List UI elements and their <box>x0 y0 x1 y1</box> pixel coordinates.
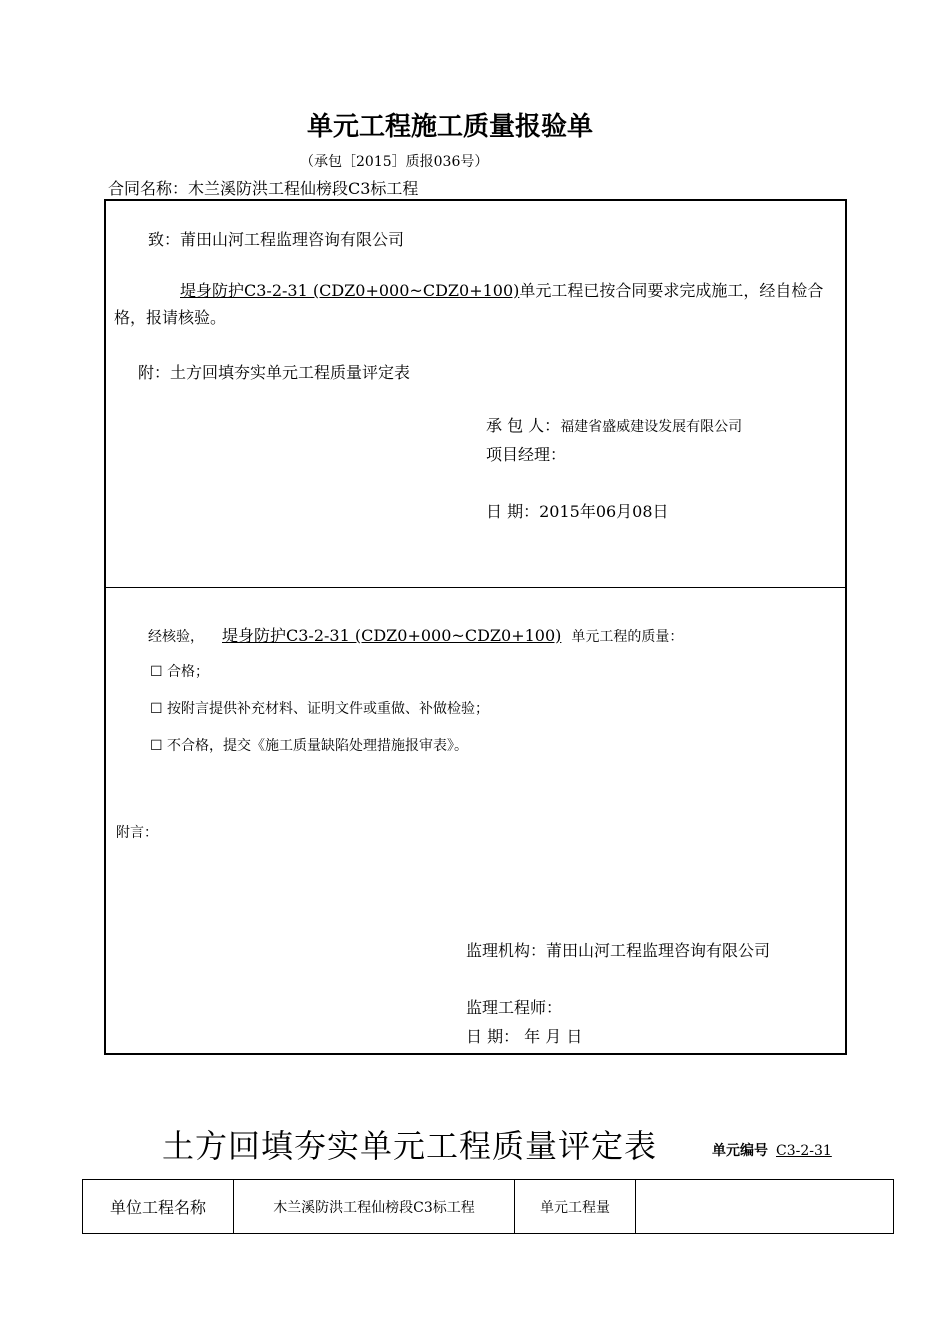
supervision-org-value: 莆田山河工程监理咨询有限公司 <box>546 941 771 960</box>
supervision-org-row <box>466 938 770 961</box>
report-statement <box>114 277 838 331</box>
report-form-box <box>104 199 847 1055</box>
unit-number-value: C3-2-31 <box>776 1143 832 1159</box>
unit-quantity-header: 单元工程量 <box>515 1180 636 1234</box>
review-lead: 经核验， <box>148 629 204 645</box>
option-supplement[interactable]: ☐ 按附言提供补充材料、证明文件或重做、补做检验； <box>150 701 489 717</box>
remark-label: 附言： <box>116 825 158 841</box>
supervision-engineer-label: 监理工程师： <box>466 998 563 1017</box>
project-name-header: 单位工程名称 <box>83 1180 234 1234</box>
contractor-value: 福建省盛威建设发展有限公司 <box>560 419 743 435</box>
option-qualified[interactable]: ☐ 合格； <box>150 664 210 680</box>
review-unit-name: 堤身防护C3-2-31 (CDZ0+000~CDZ0+100) <box>222 626 562 645</box>
unit-name-underlined: 堤身防护C3-2-31 (CDZ0+000~CDZ0+100) <box>180 281 520 300</box>
supervision-date-line: 日 期： 年 月 日 <box>466 1027 583 1046</box>
addressee: 致：莆田山河工程监理咨询有限公司 <box>148 230 405 249</box>
unit-number-label: 单元编号 <box>712 1143 768 1159</box>
form-title: 单元工程施工质量报验单 <box>306 112 593 142</box>
contractor-row <box>486 413 742 436</box>
date-label: 日 期： <box>486 502 540 521</box>
unit-number <box>712 1140 832 1160</box>
reference-number: （承包［2015］质报036号） <box>300 154 489 170</box>
project-name-value: 木兰溪防洪工程仙榜段C3标工程 <box>234 1180 515 1234</box>
evaluation-table <box>82 1179 894 1234</box>
date-row <box>486 499 669 522</box>
date-value: 2015年06月08日 <box>539 502 669 521</box>
second-form-title: 土方回填夯实单元工程质量评定表 <box>162 1127 658 1165</box>
attachment-line: 附：土方回填夯实单元工程质量评定表 <box>138 363 411 382</box>
unit-quantity-value[interactable] <box>636 1180 894 1234</box>
contractor-label: 承 包 人： <box>486 416 561 435</box>
table-row <box>83 1180 894 1234</box>
report-statement-rest: 单元工程已按合同要求完成施工，经自检合格，报请核验。 <box>114 281 824 327</box>
review-statement <box>148 623 683 646</box>
option-unqualified[interactable]: ☐ 不合格，提交《施工质量缺陷处理措施报审表》。 <box>150 738 468 754</box>
project-manager-label: 项目经理： <box>486 445 567 464</box>
supervision-org-label: 监理机构： <box>466 941 547 960</box>
review-tail: 单元工程的质量： <box>571 629 684 645</box>
contract-name: 合同名称：木兰溪防洪工程仙榜段C3标工程 <box>108 179 419 198</box>
section-divider <box>106 587 845 588</box>
